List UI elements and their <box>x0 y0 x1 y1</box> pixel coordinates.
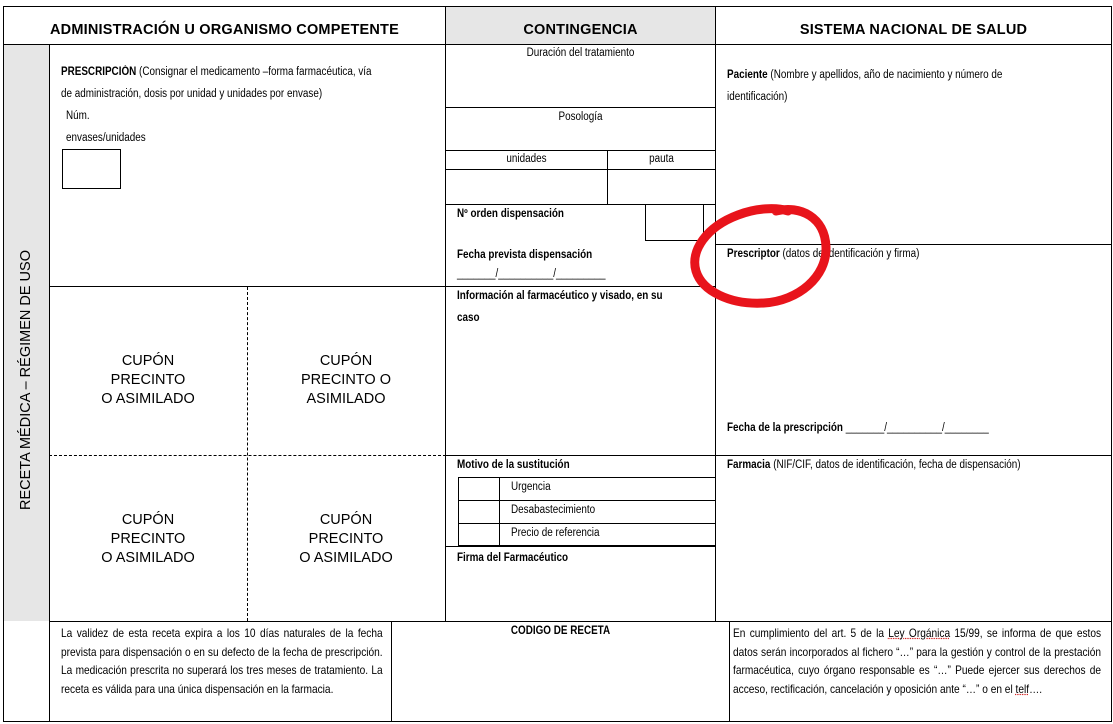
coupon-2 <box>247 352 445 409</box>
footer-divider <box>49 621 1112 622</box>
motivo-col-line-2 <box>499 477 500 546</box>
mid-line-unidades-top <box>445 169 716 170</box>
coupon-4-line-2: PRECINTO <box>308 531 384 547</box>
informacion-label-2: caso <box>457 312 480 324</box>
coupon-2-line-1: CUPÓN <box>319 353 373 369</box>
coupon-1-line-3: O ASIMILADO <box>101 391 195 407</box>
pauta-label: pauta <box>649 153 674 165</box>
fecha-prevista-blank[interactable]: _______/__________/_________ <box>457 268 606 280</box>
codigo-receta-label: CODIGO DE RECETA <box>510 625 611 637</box>
legal-text-part-3: 15/99, se informa de que estos datos serán incorporados al fichero “…” para la gestión y control de la prestación farmacéutica, cuyo órgano responsable es “…” Puede ejercer sus derechos de acceso, rectificación, cancelación y oposición ante “…” o en el <box>733 626 1102 696</box>
motivo-checkbox-desabastecimiento[interactable] <box>459 501 499 523</box>
header-sistema-nacional: SISTEMA NACIONAL DE SALUD <box>799 22 1028 38</box>
legal-text-part-1: En cumplimiento del art. 5 de la <box>733 626 889 640</box>
coupon-4-line-3: O ASIMILADO <box>299 550 393 566</box>
red-circle-stroke <box>695 209 826 304</box>
motivo-sustitucion-label: Motivo de la sustitución <box>457 459 570 471</box>
side-label: RECETA MÉDICA – RÉGIMEN DE USO <box>18 250 34 510</box>
orden-dispensacion-label: Nº orden dispensación <box>457 208 564 220</box>
duracion-label: Duración del tratamiento <box>526 47 635 59</box>
informacion-label-1: Información al farmacéutico y visado, en su <box>457 290 663 302</box>
motivo-precio-label: Precio de referencia <box>511 527 600 539</box>
farmacia-desc: (NIF/CIF, datos de identificación, fecha de dispensación) <box>770 459 1021 471</box>
prescripcion-num-label: Núm. <box>66 110 90 122</box>
mid-line-posologia <box>445 150 716 151</box>
coupon-3-line-3: O ASIMILADO <box>101 550 195 566</box>
coupon-4-line-1: CUPÓN <box>319 512 373 528</box>
motivo-checkbox-precio[interactable] <box>459 524 499 545</box>
mid-line-duracion <box>445 107 716 108</box>
fecha-prevista-label: Fecha prevista dispensación <box>457 249 593 261</box>
coupon-1-line-1: CUPÓN <box>121 353 175 369</box>
prescripcion-line-2: de administración, dosis por unidad y unidades por envase) <box>61 88 323 100</box>
paciente-desc-1: (Nombre y apellidos, año de nacimiento y número de <box>767 69 1003 81</box>
prescripcion-envases-label: envases/unidades <box>66 132 146 144</box>
frame-bottom <box>3 721 1112 722</box>
right-line-farmacia <box>715 455 1112 456</box>
posologia-label: Posología <box>558 111 603 123</box>
coupon-divider <box>247 287 248 621</box>
motivo-desabastecimiento-label: Desabastecimiento <box>511 504 596 516</box>
legal-text-telf: telf <box>1015 681 1030 696</box>
validez-text: La validez de esta receta expira a los 10 días naturales de la fecha prevista para dispensación o en su defecto de la fecha de prescripción. La medicación prescrita no superará los tres meses de tratamiento. La receta es válida para una única dispensación en la farmacia. <box>61 626 383 696</box>
legal-text-wrap <box>733 624 1109 698</box>
coupon-2-line-2: PRECINTO O <box>301 372 391 388</box>
legal-text-part-5: …. <box>1029 681 1043 696</box>
prescripcion-line-1 <box>61 66 372 78</box>
frame-top <box>3 6 1112 7</box>
coupon-4 <box>247 511 445 568</box>
legal-text <box>733 624 1101 698</box>
legal-text-ley-organica: Ley Orgánica <box>888 626 951 640</box>
paciente-title: Paciente <box>727 69 768 81</box>
motivo-checkbox-urgencia[interactable] <box>459 478 499 500</box>
red-circle-annotation <box>680 195 840 325</box>
header-administracion: ADMINISTRACIÓN U ORGANISMO COMPETENTE <box>50 22 399 38</box>
prescriptor-title: Prescriptor <box>727 248 780 260</box>
fecha-prescripcion-label: Fecha de la prescripción <box>727 422 843 434</box>
mid-line-informacion <box>445 286 716 287</box>
coupon-1 <box>49 352 247 409</box>
coupon-3 <box>49 511 247 568</box>
mid-unidades-pauta-divider <box>607 150 608 205</box>
coupon-3-line-1: CUPÓN <box>121 512 175 528</box>
envases-input-box[interactable] <box>62 149 121 189</box>
validez-text-wrap <box>61 624 445 698</box>
frame-right <box>1111 6 1112 722</box>
mid-line-motivo <box>445 455 716 456</box>
prescripcion-desc-1: (Consignar el medicamento –forma farmacéutica, vía <box>136 66 372 78</box>
paciente-line-1 <box>727 69 1002 81</box>
prescriptor-desc: (datos de identificación y firma) <box>779 248 920 260</box>
prescripcion-title: PRESCRIPCIÓN <box>61 66 137 78</box>
mid-line-firma <box>445 546 716 547</box>
firma-farmaceutico-label: Firma del Farmacéutico <box>457 552 569 564</box>
col-divider-1 <box>445 6 446 622</box>
fecha-prescripcion-blank[interactable]: _______/__________/________ <box>842 422 989 434</box>
header-contingencia: CONTINGENCIA <box>523 22 638 38</box>
fecha-prescripcion-line <box>727 422 989 434</box>
coupon-1-line-2: PRECINTO <box>110 372 186 388</box>
motivo-urgencia-label: Urgencia <box>511 481 551 493</box>
farmacia-line <box>727 459 1021 471</box>
footer-divider-right <box>729 621 730 722</box>
unidades-label: unidades <box>506 153 547 165</box>
coupon-2-line-3: ASIMILADO <box>306 391 386 407</box>
farmacia-title: Farmacia <box>727 459 771 471</box>
motivo-row-line-4 <box>458 545 716 546</box>
frame-left <box>3 6 4 722</box>
paciente-line-2: identificación) <box>727 91 788 103</box>
coupon-3-line-2: PRECINTO <box>110 531 186 547</box>
